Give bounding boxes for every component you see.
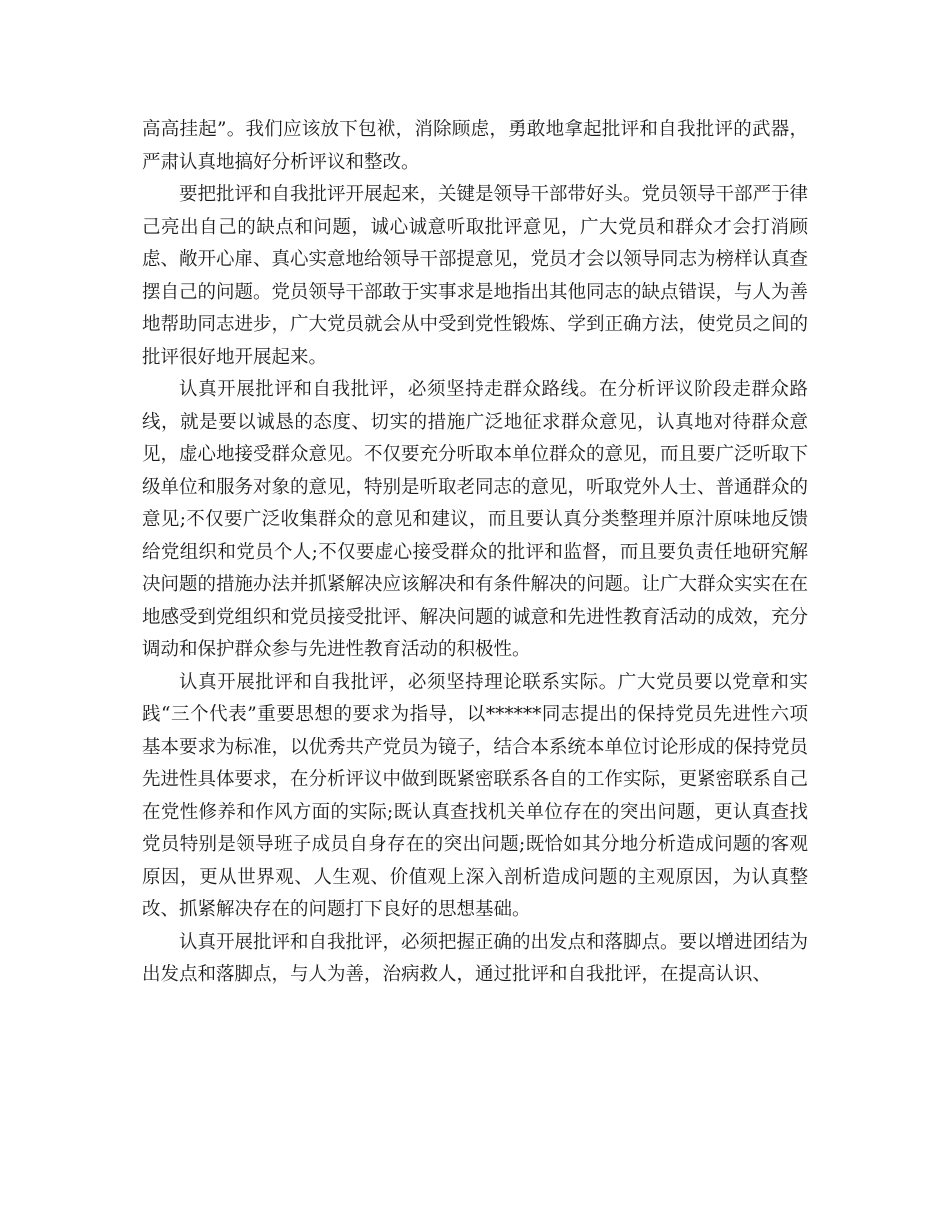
paragraph-3: 认真开展批评和自我批评，必须坚持走群众路线。在分析评议阶段走群众路线，就是要以诚恳的态度、切实的措施广泛地征求群众意见，认真地对待群众意见，虚心地接受群众意见。不仅要充分听取本单位群众的意见，而且要广泛听取下级单位和服务对象的意见，特别是听取老同志的意见，听取党外人士、普通群众的意见;不仅要广泛收集群众的意见和建议，而且要认真分类整理并原汁原味地反馈给党组织和党员个人;不仅要虚心接受群众的批评和监督，而且要负责任地研究解决问题的措施办法并抓紧解决应该解决和有条件解决的问题。让广大群众实实在在地感受到党组织和党员接受批评、解决问题的诚意和先进性教育活动的成效，充分调动和保护群众参与先进性教育活动的积极性。 — [142, 379, 809, 660]
paragraph-1: 高高挂起”。我们应该放下包袱，消除顾虑，勇敢地拿起批评和自我批评的武器，严肃认真地搞好分析评议和整改。 — [142, 119, 808, 173]
paragraph-5: 认真开展批评和自我批评，必须把握正确的出发点和落脚点。要以增进团结为出发点和落脚点，与人为善，治病救人，通过批评和自我批评，在提高认识、 — [142, 931, 809, 985]
document-body — [142, 114, 808, 992]
paragraph-4: 认真开展批评和自我批评，必须坚持理论联系实际。广大党员要以党章和实践“三个代表”重要思想的要求为指导，以******同志提出的保持党员先进性六项基本要求为标准，以优秀共产党员为镜子，结合本系统本单位讨论形成的保持党员先进性具体要求，在分析评议中做到既紧密联系各自的工作实际，更紧密联系自己在党性修养和作风方面的实际;既认真查找机关单位存在的突出问题，更认真查找党员特别是领导班子成员自身存在的突出问题;既恰如其分地分析造成问题的客观原因，更从世界观、人生观、价值观上深入剖析造成问题的主观原因，为认真整改、抓紧解决存在的问题打下良好的思想基础。 — [142, 671, 809, 920]
paragraph-2: 要把批评和自我批评开展起来，关键是领导干部带好头。党员领导干部严于律己亮出自己的缺点和问题，诚心诚意听取批评意见，广大党员和群众才会打消顾虑、敞开心扉、真心实意地给领导干部提意见，党员才会以领导同志为榜样认真查摆自己的问题。党员领导干部敢于实事求是地指出其他同志的缺点错误，与人为善地帮助同志进步，广大党员就会从中受到党性锻炼、学到正确方法，使党员之间的批评很好地开展起来。 — [142, 184, 809, 368]
